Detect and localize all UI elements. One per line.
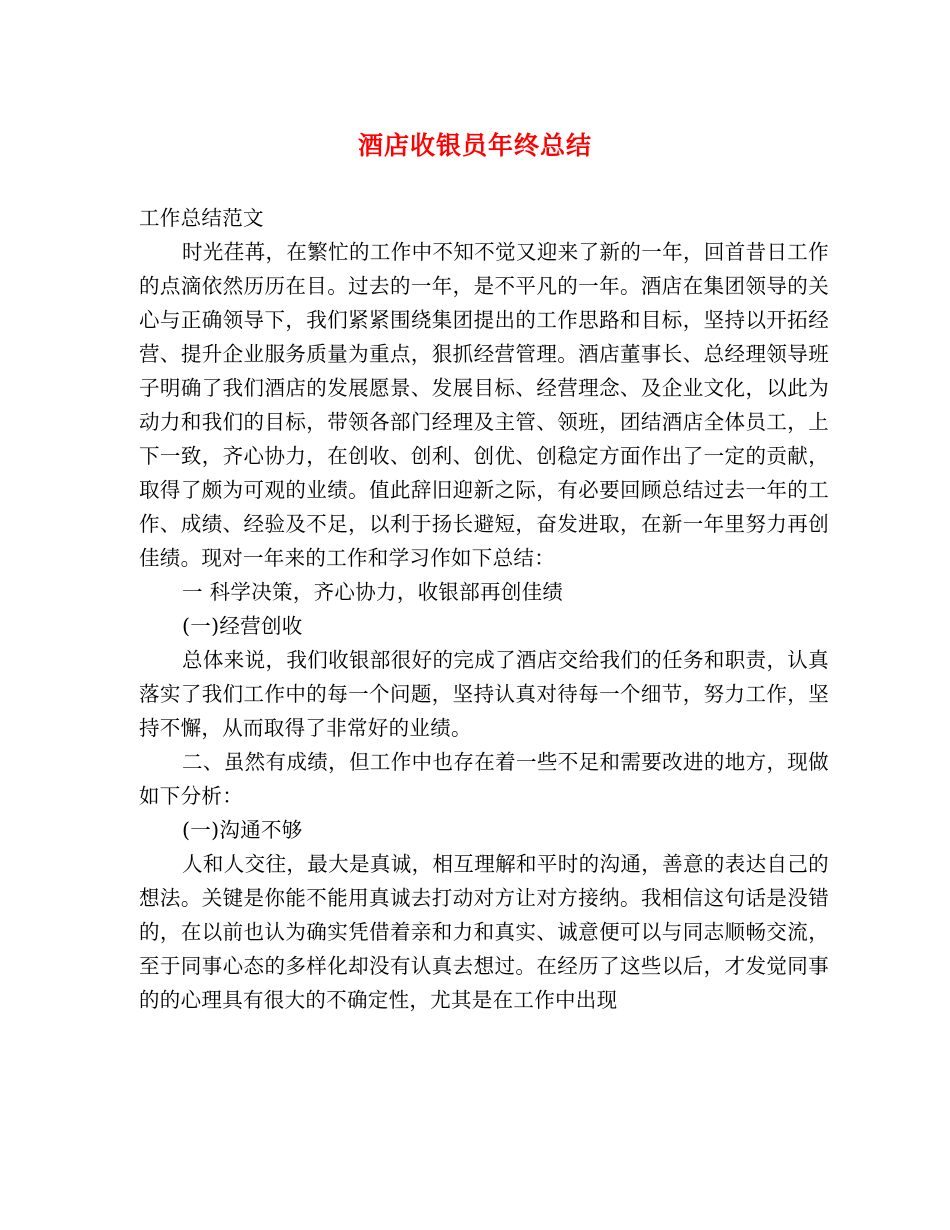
section-heading-1: 一 科学决策，齐心协力，收银部再创佳绩 [182,580,564,604]
paragraph-communication: 人和人交往，最大是真诚，相互理解和平时的沟通，善意的表达自己的想法。关键是你能不能用真诚去打动对方让对方接纳。我相信这句话是没错的，在以前也认为确实凭借着亲和力和真实、诚意便可以与同志顺畅交流，至于同事心态的多样化却没有认真去想过。在经历了这些以后，才发觉同事的的心理具有很大的不确定性，尤其是在工作中出现 [139,852,829,1012]
subsection-heading-2: (一)沟通不够 [182,818,303,842]
paragraph-heading: 工作总结范文 [139,206,264,230]
subsection-heading-1: (一)经营创收 [182,614,303,638]
document-title: 酒店收银员年终总结 [357,131,592,160]
paragraph-intro: 时光荏苒，在繁忙的工作中不知不觉又迎来了新的一年，回首昔日工作的点滴依然历历在目。过去的一年，是不平凡的一年。酒店在集团领导的关心与正确领导下，我们紧紧围绕集团提出的工作思路和目标，坚持以开拓经营、提升企业服务质量为重点，狠抓经营管理。酒店董事长、总经理领导班子明确了我们酒店的发展愿景、发展目标、经营理念、及企业文化，以此为动力和我们的目标，带领各部门经理及主管、领班，团结酒店全体员工，上下一致，齐心协力，在创收、创利、创优、创稳定方面作出了一定的贡献，取得了颇为可观的业绩。值此辞旧迎新之际，有必要回顾总结过去一年的工作、成绩、经验及不足，以利于扬长避短，奋发进取，在新一年里努力再创佳绩。现对一年来的工作和学习作如下总结： [139,240,829,570]
paragraph-business: 总体来说，我们收银部很好的完成了酒店交给我们的任务和职责，认真落实了我们工作中的每一个问题，坚持认真对待每一个细节，努力工作，坚持不懈，从而取得了非常好的业绩。 [139,648,829,740]
section-heading-2: 二、虽然有成绩，但工作中也存在着一些不足和需要改进的地方，现做如下分析： [139,750,829,808]
document-body [139,201,829,1017]
